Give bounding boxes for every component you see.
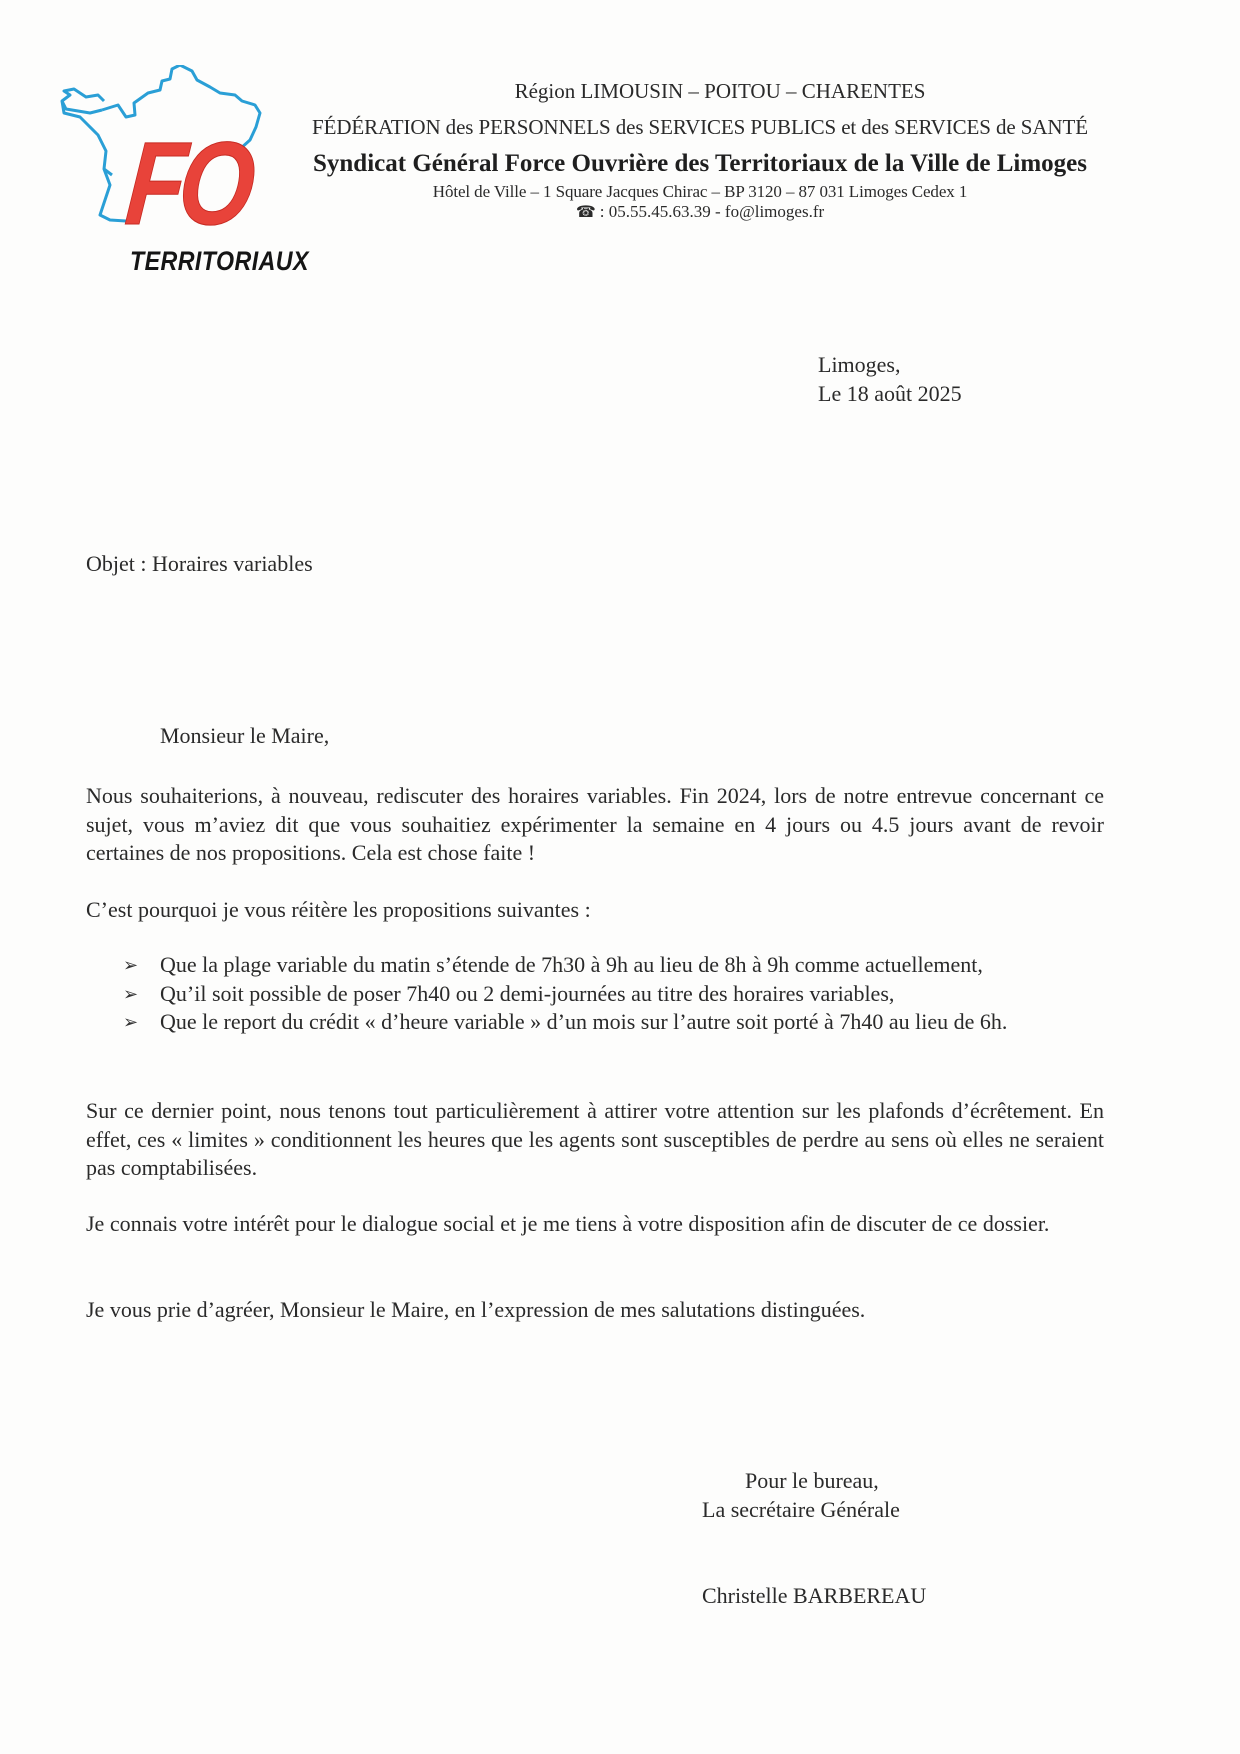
paragraph-intro: Nous souhaiterions, à nouveau, rediscuter des horaires variables. Fin 2024, lors de notre entrevue concernant ce sujet, vous m’aviez dit que vous souhaitiez expérimenter la semaine en 4 jours ou 4.5 jours avant de revoir certaines de nos propositions. Cela est chose faite ! [86, 783, 1104, 865]
logo-territoriaux-text: TERRITORIAUX [130, 246, 309, 276]
proposal-text: Qu’il soit possible de poser 7h40 ou 2 demi-journées au titre des horaires variables, [160, 980, 895, 1006]
letterhead-address: Hôtel de Ville – 1 Square Jacques Chirac – BP 3120 – 87 031 Limoges Cedex 1 [432, 182, 968, 201]
letterhead-federation: FÉDÉRATION des PERSONNELS des SERVICES PUBLICS et des SERVICES de SANTÉ [312, 115, 1088, 139]
paragraph-closing: Je vous prie d’agréer, Monsieur le Maire, en l’expression de mes salutations distinguées. [86, 1297, 866, 1322]
contact-details: : 05.55.45.63.39 - fo@limoges.fr [599, 202, 825, 221]
letterhead [250, 78, 1150, 223]
signature-for-bureau: Pour le bureau, [745, 1468, 879, 1493]
letterhead-region: Région LIMOUSIN – POITOU – CHARENTES [514, 79, 926, 103]
arrowhead-bullet-icon: ➢ [123, 1012, 139, 1032]
arrowhead-bullet-icon: ➢ [123, 983, 139, 1004]
place-date [818, 350, 962, 408]
paragraph-dialogue: Je connais votre intérêt pour le dialogue social et je me tiens à votre disposition afin de discuter de ce dossier. [86, 1211, 1050, 1236]
phone-icon: ☎ [575, 204, 596, 221]
signature-title: La secrétaire Générale [702, 1497, 900, 1522]
arrowhead-bullet-icon: ➢ [123, 955, 139, 975]
letterhead-contact [250, 202, 1150, 223]
letterhead-syndicat: Syndicat Général Force Ouvrière des Territoriaux de la Ville de Limoges [313, 150, 1087, 177]
proposals-list [123, 951, 1104, 1037]
date: Le 18 août 2025 [818, 381, 962, 406]
subject-line: Objet : Horaires variables [86, 551, 313, 576]
list-item [123, 1008, 1104, 1037]
logo-fo-text: FO [121, 118, 254, 250]
proposal-text: Que le report du crédit « d’heure variable » d’un mois sur l’autre soit porté à 7h40 au lieu de 6h. [160, 1009, 1008, 1034]
salutation: Monsieur le Maire, [160, 723, 330, 748]
signature-name: Christelle BARBEREAU [702, 1583, 927, 1608]
place: Limoges, [818, 352, 901, 377]
paragraph-proposals-intro: C’est pourquoi je vous réitère les propositions suivantes : [86, 897, 591, 922]
list-item [123, 951, 1104, 980]
paragraph-ecretement: Sur ce dernier point, nous tenons tout particulièrement à attirer votre attention sur les plafonds d’écrêtement. En effet, ces « limites » conditionnent les heures que les agents sont susceptibles de perdre au sens où elles ne seraient pas comptabilisées. [86, 1098, 1104, 1180]
list-item [123, 980, 1104, 1009]
proposal-text: Que la plage variable du matin s’étende de 7h30 à 9h au lieu de 8h à 9h comme actuellement, [160, 952, 983, 977]
